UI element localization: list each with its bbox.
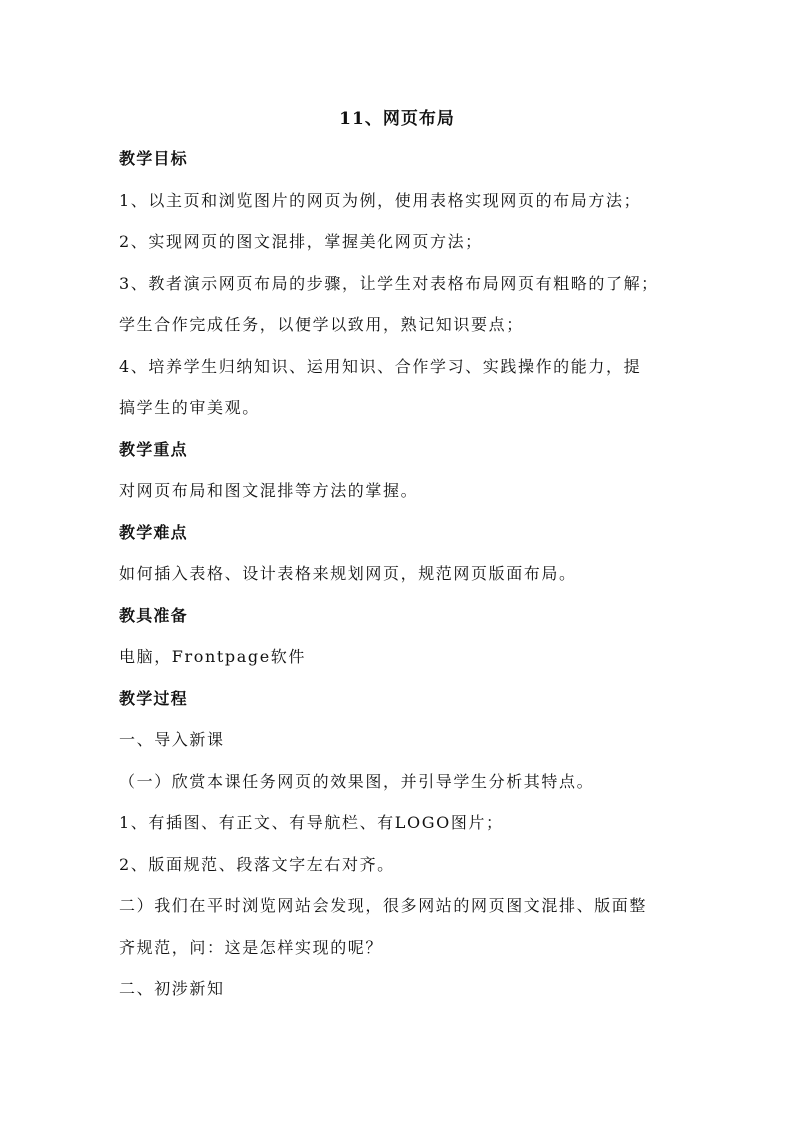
section-heading-key-points: 教学重点 xyxy=(119,439,188,459)
feature-2: 2、版面规范、段落文字左右对齐。 xyxy=(119,854,395,874)
objective-3: 3、教者演示网页布局的步骤，让学生对表格布局网页有粗略的了解； xyxy=(119,273,659,293)
section-heading-difficulties: 教学难点 xyxy=(119,522,188,542)
process-substep-2-continued: 齐规范，问：这是怎样实现的呢？ xyxy=(119,937,384,957)
process-substep-2: 二）我们在平时浏览网站会发现，很多网站的网页图文混排、版面整 xyxy=(119,896,648,915)
objective-4: 4、培养学生归纳知识、运用知识、合作学习、实践操作的能力，提 xyxy=(119,356,642,376)
process-step-new-knowledge: 二、初涉新知 xyxy=(119,979,225,998)
document-body xyxy=(119,148,679,1020)
objective-4-continued: 搞学生的审美观。 xyxy=(119,398,260,417)
document-title: 11、网页布局 xyxy=(339,109,455,129)
section-heading-process: 教学过程 xyxy=(119,688,188,708)
materials-text: 电脑，Frontpage软件 xyxy=(119,647,307,666)
difficulties-text: 如何插入表格、设计表格来规划网页，规范网页版面布局。 xyxy=(119,564,577,583)
objective-2: 2、实现网页的图文混排，掌握美化网页方法； xyxy=(119,232,483,251)
section-heading-materials: 教具准备 xyxy=(119,605,188,625)
process-step-intro: 一、导入新课 xyxy=(119,730,225,749)
feature-1: 1、有插图、有正文、有导航栏、有LOGO图片； xyxy=(119,813,504,832)
section-heading-objectives: 教学目标 xyxy=(119,149,188,168)
objective-1: 1、以主页和浏览图片的网页为例，使用表格实现网页的布局方法； xyxy=(119,190,642,210)
key-points-text: 对网页布局和图文混排等方法的掌握。 xyxy=(119,481,419,500)
objective-3-continued: 学生合作完成任务，以便学以致用，熟记知识要点； xyxy=(119,315,524,334)
process-substep-1: （一）欣赏本课任务网页的效果图，并引导学生分析其特点。 xyxy=(119,771,595,791)
